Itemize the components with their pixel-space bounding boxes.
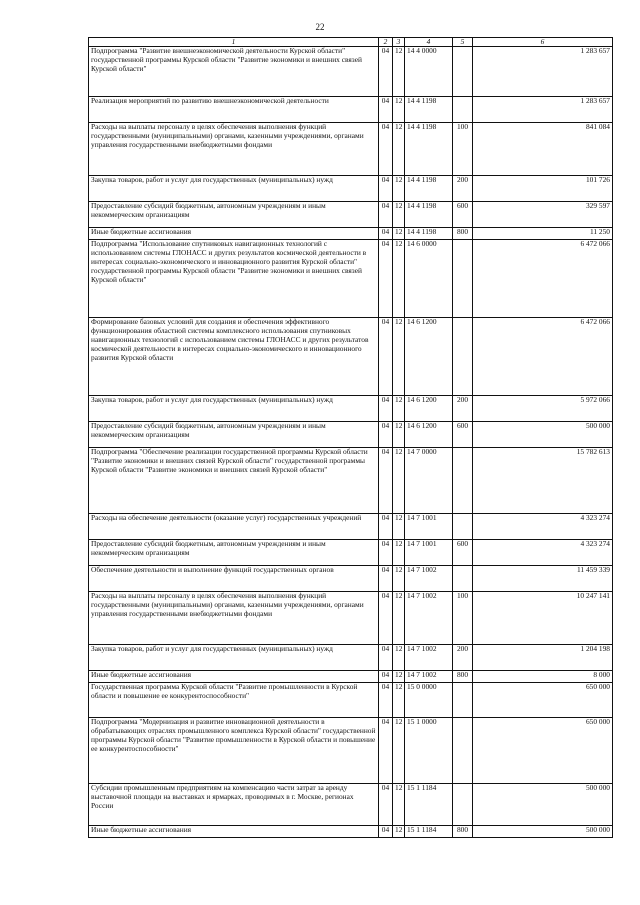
row-amount: 500 000 — [473, 422, 613, 448]
row-section: 04 — [379, 240, 393, 318]
row-amount: 1 283 657 — [473, 47, 613, 97]
row-amount: 11 250 — [473, 228, 613, 240]
row-amount: 1 283 657 — [473, 97, 613, 123]
row-expense-type — [453, 240, 473, 318]
row-subsection: 12 — [393, 671, 405, 683]
table-row — [89, 448, 613, 514]
row-expense-type — [453, 784, 473, 826]
table-row — [89, 318, 613, 396]
row-expense-type: 100 — [453, 592, 473, 645]
column-header: 3 — [393, 38, 405, 47]
row-amount: 15 782 613 — [473, 448, 613, 514]
row-expense-type: 200 — [453, 176, 473, 202]
table-row — [89, 683, 613, 718]
row-subsection: 12 — [393, 566, 405, 592]
row-section: 04 — [379, 540, 393, 566]
row-subsection: 12 — [393, 540, 405, 566]
row-target-article: 15 0 0000 — [405, 683, 453, 718]
row-section: 04 — [379, 396, 393, 422]
row-section: 04 — [379, 176, 393, 202]
row-target-article: 14 4 1198 — [405, 123, 453, 176]
row-amount: 1 204 198 — [473, 645, 613, 671]
row-subsection: 12 — [393, 47, 405, 97]
row-section: 04 — [379, 683, 393, 718]
row-target-article: 14 4 1198 — [405, 176, 453, 202]
row-expense-type: 600 — [453, 422, 473, 448]
row-name: Реализация мероприятий по развитию внешнеэкономической деятельности — [89, 97, 379, 123]
row-expense-type: 100 — [453, 123, 473, 176]
row-expense-type — [453, 318, 473, 396]
row-section: 04 — [379, 671, 393, 683]
table-row — [89, 826, 613, 838]
table-row — [89, 422, 613, 448]
row-amount: 650 000 — [473, 718, 613, 784]
row-name: Иные бюджетные ассигнования — [89, 228, 379, 240]
row-section: 04 — [379, 645, 393, 671]
row-subsection: 12 — [393, 592, 405, 645]
row-name: Закупка товаров, работ и услуг для государственных (муниципальных) нужд — [89, 176, 379, 202]
row-name: Подпрограмма "Обеспечение реализации государственной программы Курской области "Развитие экономики и внешних связей Курской области" государственной программы Курской области "Развитие экономики и внешних связей Курской области" — [89, 448, 379, 514]
row-name: Предоставление субсидий бюджетным, автономным учреждениям и иным некоммерческим организациям — [89, 422, 379, 448]
row-expense-type: 800 — [453, 228, 473, 240]
row-name: Подпрограмма "Развитие внешнеэкономической деятельности Курской области" государственной программы Курской области "Развитие экономики и внешних связей Курской области" — [89, 47, 379, 97]
table-row — [89, 784, 613, 826]
row-name: Обеспечение деятельности и выполнение функций государственных органов — [89, 566, 379, 592]
row-name: Закупка товаров, работ и услуг для государственных (муниципальных) нужд — [89, 396, 379, 422]
table-row — [89, 47, 613, 97]
row-target-article: 14 7 1001 — [405, 514, 453, 540]
budget-table — [88, 37, 613, 838]
row-expense-type: 800 — [453, 671, 473, 683]
row-expense-type: 600 — [453, 202, 473, 228]
row-target-article: 15 1 1184 — [405, 826, 453, 838]
table-row — [89, 240, 613, 318]
row-name: Формирование базовых условий для создания и обеспечения эффективного функционирования областной системы комплексного использования спутниковых навигационных технологий с использованием системы ГЛОНАСС и других результатов космической деятельности в интересах социально-экономического и инновационного развития Курской области — [89, 318, 379, 396]
table-row — [89, 645, 613, 671]
row-name: Предоставление субсидий бюджетным, автономным учреждениям и иным некоммерческим организациям — [89, 202, 379, 228]
table-row — [89, 514, 613, 540]
row-section: 04 — [379, 422, 393, 448]
row-expense-type: 600 — [453, 540, 473, 566]
row-subsection: 12 — [393, 318, 405, 396]
row-target-article: 14 6 0000 — [405, 240, 453, 318]
row-expense-type — [453, 566, 473, 592]
row-target-article: 14 7 0000 — [405, 448, 453, 514]
row-section: 04 — [379, 47, 393, 97]
row-amount: 500 000 — [473, 784, 613, 826]
row-subsection: 12 — [393, 396, 405, 422]
row-subsection: 12 — [393, 645, 405, 671]
row-name: Иные бюджетные ассигнования — [89, 671, 379, 683]
row-subsection: 12 — [393, 784, 405, 826]
row-amount: 5 972 066 — [473, 396, 613, 422]
column-header: 6 — [473, 38, 613, 47]
row-amount: 841 084 — [473, 123, 613, 176]
row-name: Государственная программа Курской области "Развитие промышленности в Курской области и повышение ее конкурентоспособности" — [89, 683, 379, 718]
row-section: 04 — [379, 318, 393, 396]
header-row — [89, 38, 613, 47]
table-row — [89, 718, 613, 784]
table-row — [89, 97, 613, 123]
table-row — [89, 176, 613, 202]
row-section: 04 — [379, 514, 393, 540]
row-target-article: 14 6 1200 — [405, 422, 453, 448]
row-name: Предоставление субсидий бюджетным, автономным учреждениям и иным некоммерческим организациям — [89, 540, 379, 566]
row-target-article: 14 4 0000 — [405, 47, 453, 97]
row-section: 04 — [379, 97, 393, 123]
row-subsection: 12 — [393, 448, 405, 514]
row-expense-type — [453, 514, 473, 540]
row-target-article: 14 7 1002 — [405, 566, 453, 592]
row-amount: 6 472 066 — [473, 240, 613, 318]
row-amount: 11 459 339 — [473, 566, 613, 592]
row-target-article: 14 6 1200 — [405, 396, 453, 422]
row-subsection: 12 — [393, 718, 405, 784]
row-target-article: 14 7 1002 — [405, 645, 453, 671]
table-row — [89, 396, 613, 422]
row-section: 04 — [379, 566, 393, 592]
page-number: 22 — [315, 22, 325, 32]
row-target-article: 14 7 1001 — [405, 540, 453, 566]
row-subsection: 12 — [393, 97, 405, 123]
column-header: 1 — [89, 38, 379, 47]
row-target-article: 14 6 1200 — [405, 318, 453, 396]
row-target-article: 14 7 1002 — [405, 592, 453, 645]
row-expense-type — [453, 448, 473, 514]
row-section: 04 — [379, 784, 393, 826]
row-amount: 4 323 274 — [473, 514, 613, 540]
row-target-article: 14 7 1002 — [405, 671, 453, 683]
row-amount: 8 000 — [473, 671, 613, 683]
table-row — [89, 228, 613, 240]
row-amount: 500 000 — [473, 826, 613, 838]
row-section: 04 — [379, 123, 393, 176]
row-name: Расходы на обеспечение деятельности (оказание услуг) государственных учреждений — [89, 514, 379, 540]
row-section: 04 — [379, 826, 393, 838]
row-subsection: 12 — [393, 422, 405, 448]
row-subsection: 12 — [393, 683, 405, 718]
row-section: 04 — [379, 718, 393, 784]
row-section: 04 — [379, 202, 393, 228]
row-name: Расходы на выплаты персоналу в целях обеспечения выполнения функций государственными (муниципальными) органами, казенными учреждениями, органами управления государственными внебюджетными фондами — [89, 123, 379, 176]
row-name: Подпрограмма "Модернизация и развитие инновационной деятельности в обрабатывающих отраслях промышленного комплекса Курской области" государственной программы Курской области "Развитие промышленности в Курской области и повышение ее конкурентоспособности" — [89, 718, 379, 784]
row-amount: 4 323 274 — [473, 540, 613, 566]
table-row — [89, 202, 613, 228]
column-header: 4 — [405, 38, 453, 47]
row-name: Расходы на выплаты персоналу в целях обеспечения выполнения функций государственными (муниципальными) органами, казенными учреждениями, органами управления государственными внебюджетными фондами — [89, 592, 379, 645]
row-expense-type: 200 — [453, 645, 473, 671]
table-row — [89, 540, 613, 566]
row-section: 04 — [379, 592, 393, 645]
row-section: 04 — [379, 448, 393, 514]
row-amount: 10 247 141 — [473, 592, 613, 645]
row-subsection: 12 — [393, 514, 405, 540]
row-target-article: 14 4 1198 — [405, 228, 453, 240]
column-header: 5 — [453, 38, 473, 47]
row-target-article: 14 4 1198 — [405, 97, 453, 123]
row-name: Закупка товаров, работ и услуг для государственных (муниципальных) нужд — [89, 645, 379, 671]
row-subsection: 12 — [393, 826, 405, 838]
row-expense-type — [453, 97, 473, 123]
row-name: Субсидии промышленным предприятиям на компенсацию части затрат за аренду выставочной площади на выставках и ярмарках, проводимых в г. Москве, регионах России — [89, 784, 379, 826]
row-amount: 6 472 066 — [473, 318, 613, 396]
column-header: 2 — [379, 38, 393, 47]
row-amount: 101 726 — [473, 176, 613, 202]
row-name: Подпрограмма "Использование спутниковых навигационных технологий с использованием системы ГЛОНАСС и других результатов космической деятельности в интересах социально-экономического и инновационного развития Курской области" государственной программы Курской области "Развитие экономики и внешних связей Курской области" — [89, 240, 379, 318]
row-expense-type: 800 — [453, 826, 473, 838]
row-target-article: 14 4 1198 — [405, 202, 453, 228]
table-row — [89, 123, 613, 176]
row-expense-type — [453, 718, 473, 784]
row-expense-type: 200 — [453, 396, 473, 422]
row-subsection: 12 — [393, 123, 405, 176]
row-section: 04 — [379, 228, 393, 240]
table-row — [89, 566, 613, 592]
table-row — [89, 671, 613, 683]
row-subsection: 12 — [393, 202, 405, 228]
row-amount: 329 597 — [473, 202, 613, 228]
row-name: Иные бюджетные ассигнования — [89, 826, 379, 838]
row-subsection: 12 — [393, 240, 405, 318]
row-subsection: 12 — [393, 176, 405, 202]
table-row — [89, 592, 613, 645]
row-expense-type — [453, 47, 473, 97]
row-target-article: 15 1 1184 — [405, 784, 453, 826]
row-target-article: 15 1 0000 — [405, 718, 453, 784]
row-expense-type — [453, 683, 473, 718]
row-amount: 650 000 — [473, 683, 613, 718]
row-subsection: 12 — [393, 228, 405, 240]
